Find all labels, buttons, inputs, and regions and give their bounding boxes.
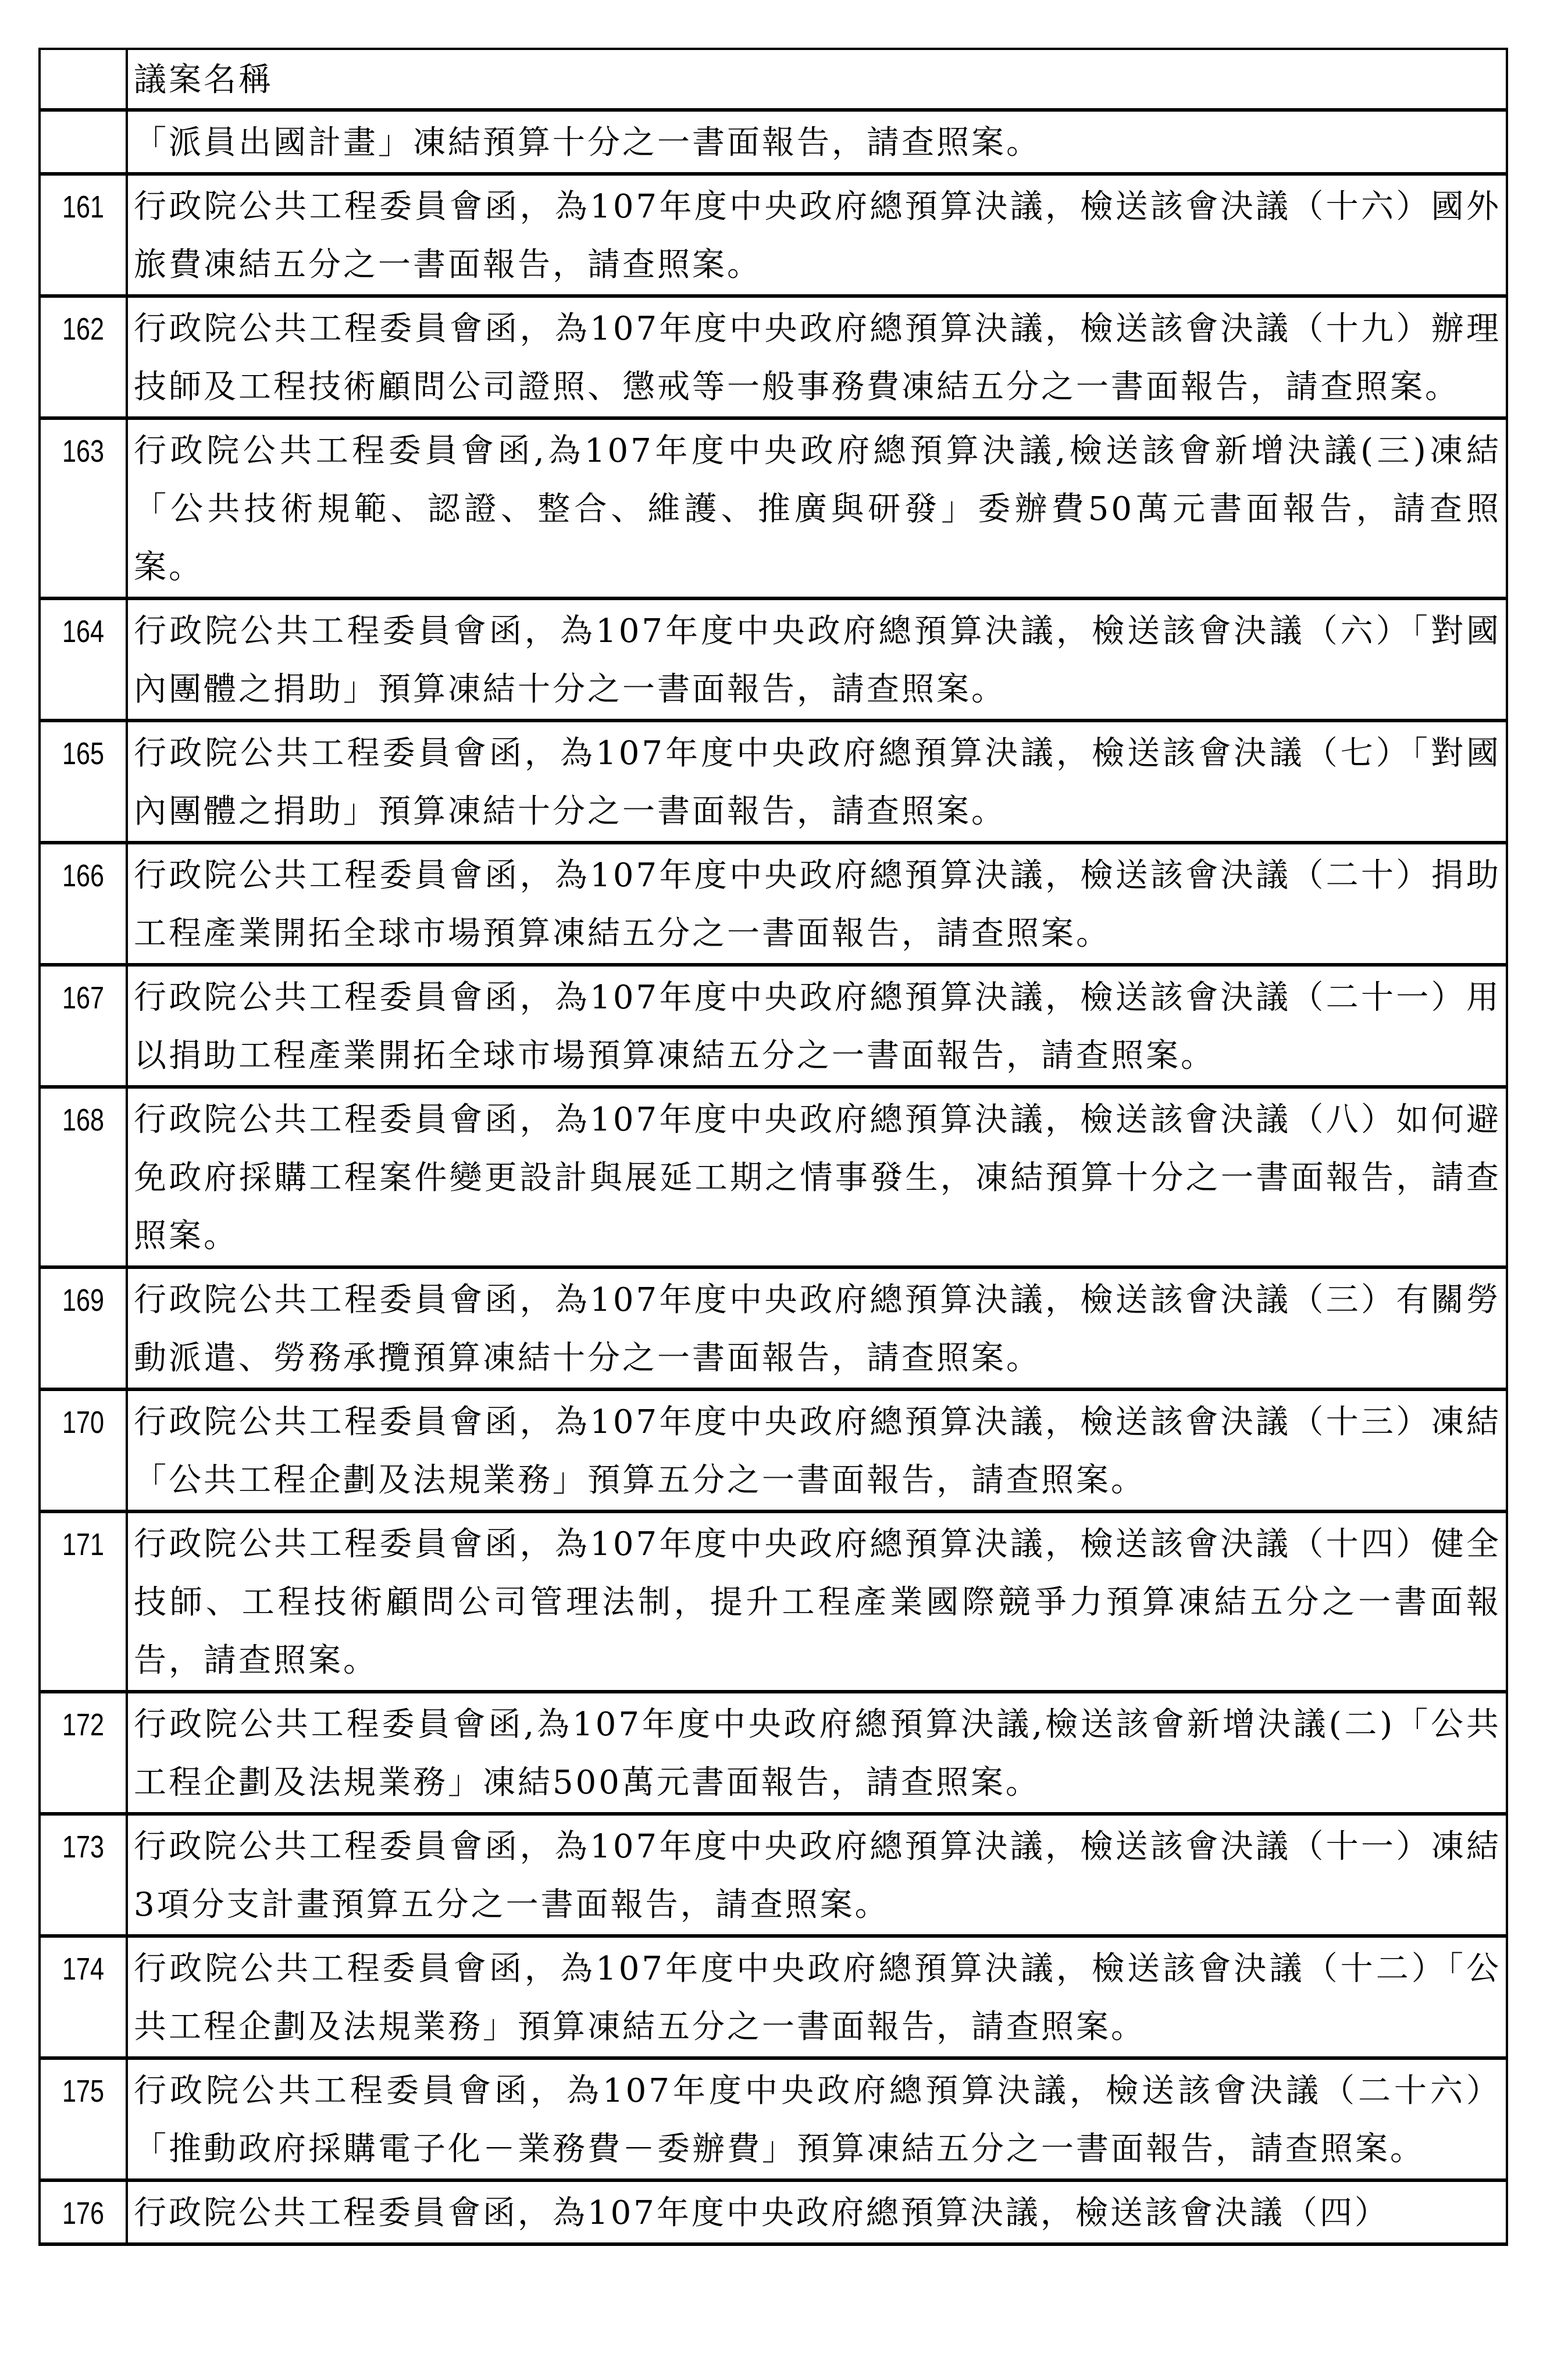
item-title: 行政院公共工程委員會函,為107年度中央政府總預算決議,檢送該會新增決議(三)凍結「公共技術規範、認證、整合、維護、推廣與研發」委辦費50萬元書面報告，請查照案。	[127, 418, 1507, 598]
item-number: 163	[48, 418, 118, 598]
item-title: 行政院公共工程委員會函，為107年度中央政府總預算決議，檢送該會決議（八）如何避免政府採購工程案件變更設計與展延工期之情事發生，凍結預算十分之一書面報告，請查照案。	[127, 1087, 1507, 1267]
table-row	[40, 174, 1507, 296]
item-number: 173	[48, 1814, 118, 1936]
table-row	[40, 418, 1507, 598]
table-row	[40, 1814, 1507, 1936]
table-row	[40, 843, 1507, 965]
item-number: 175	[48, 2058, 118, 2180]
table-row	[40, 110, 1507, 174]
table-row	[40, 1389, 1507, 1511]
table-row	[40, 2058, 1507, 2180]
table-row	[40, 2180, 1507, 2244]
item-number: 176	[48, 2180, 118, 2244]
item-title: 「派員出國計畫」凍結預算十分之一書面報告，請查照案。	[127, 110, 1507, 174]
table-row	[40, 1692, 1507, 1814]
item-number: 165	[48, 721, 118, 843]
item-title: 行政院公共工程委員會函，為107年度中央政府總預算決議，檢送該會決議（十一）凍結3項分支計畫預算五分之一書面報告，請查照案。	[127, 1814, 1507, 1936]
header-number-cell	[48, 49, 118, 110]
item-number: 174	[48, 1936, 118, 2058]
agenda-table	[38, 48, 1508, 2246]
item-title: 行政院公共工程委員會函，為107年度中央政府總預算決議，檢送該會決議（六）「對國內團體之捐助」預算凍結十分之一書面報告，請查照案。	[127, 598, 1507, 721]
table-row	[40, 1087, 1507, 1267]
item-number: 171	[48, 1511, 118, 1692]
item-number: 161	[48, 174, 118, 296]
item-title: 行政院公共工程委員會函，為107年度中央政府總預算決議，檢送該會決議（二十）捐助工程產業開拓全球市場預算凍結五分之一書面報告，請查照案。	[127, 843, 1507, 965]
table-row	[40, 965, 1507, 1087]
item-title: 行政院公共工程委員會函，為107年度中央政府總預算決議，檢送該會決議（二十一）用以捐助工程產業開拓全球市場預算凍結五分之一書面報告，請查照案。	[127, 965, 1507, 1087]
item-title: 行政院公共工程委員會函,為107年度中央政府總預算決議,檢送該會新增決議(二)「公共工程企劃及法規業務」凍結500萬元書面報告，請查照案。	[127, 1692, 1507, 1814]
item-number	[48, 110, 118, 174]
item-title: 行政院公共工程委員會函，為107年度中央政府總預算決議，檢送該會決議（十三）凍結「公共工程企劃及法規業務」預算五分之一書面報告，請查照案。	[127, 1389, 1507, 1511]
header-title-cell: 議案名稱	[127, 49, 1507, 110]
table-header-row	[40, 49, 1507, 110]
item-number: 166	[48, 843, 118, 965]
item-number: 168	[48, 1087, 118, 1267]
item-title: 行政院公共工程委員會函，為107年度中央政府總預算決議，檢送該會決議（二十六）「推動政府採購電子化－業務費－委辦費」預算凍結五分之一書面報告，請查照案。	[127, 2058, 1507, 2180]
item-number: 164	[48, 598, 118, 721]
item-title: 行政院公共工程委員會函，為107年度中央政府總預算決議，檢送該會決議（七）「對國內團體之捐助」預算凍結十分之一書面報告，請查照案。	[127, 721, 1507, 843]
item-title: 行政院公共工程委員會函，為107年度中央政府總預算決議，檢送該會決議（十四）健全技師、工程技術顧問公司管理法制，提升工程產業國際競爭力預算凍結五分之一書面報告，請查照案。	[127, 1511, 1507, 1692]
item-title: 行政院公共工程委員會函，為107年度中央政府總預算決議，檢送該會決議（十六）國外旅費凍結五分之一書面報告，請查照案。	[127, 174, 1507, 296]
table-row	[40, 1936, 1507, 2058]
item-title: 行政院公共工程委員會函，為107年度中央政府總預算決議，檢送該會決議（十二）「公共工程企劃及法規業務」預算凍結五分之一書面報告，請查照案。	[127, 1936, 1507, 2058]
item-number: 167	[48, 965, 118, 1087]
item-number: 172	[48, 1692, 118, 1814]
item-number: 169	[48, 1267, 118, 1389]
item-title: 行政院公共工程委員會函，為107年度中央政府總預算決議，檢送該會決議（四）	[127, 2180, 1507, 2244]
table-row	[40, 1511, 1507, 1692]
item-number: 162	[48, 296, 118, 418]
item-title: 行政院公共工程委員會函，為107年度中央政府總預算決議，檢送該會決議（十九）辦理技師及工程技術顧問公司證照、懲戒等一般事務費凍結五分之一書面報告，請查照案。	[127, 296, 1507, 418]
table-row	[40, 598, 1507, 721]
table-row	[40, 296, 1507, 418]
table-row	[40, 721, 1507, 843]
item-title: 行政院公共工程委員會函，為107年度中央政府總預算決議，檢送該會決議（三）有關勞動派遣、勞務承攬預算凍結十分之一書面報告，請查照案。	[127, 1267, 1507, 1389]
item-number: 170	[48, 1389, 118, 1511]
table-row	[40, 1267, 1507, 1389]
